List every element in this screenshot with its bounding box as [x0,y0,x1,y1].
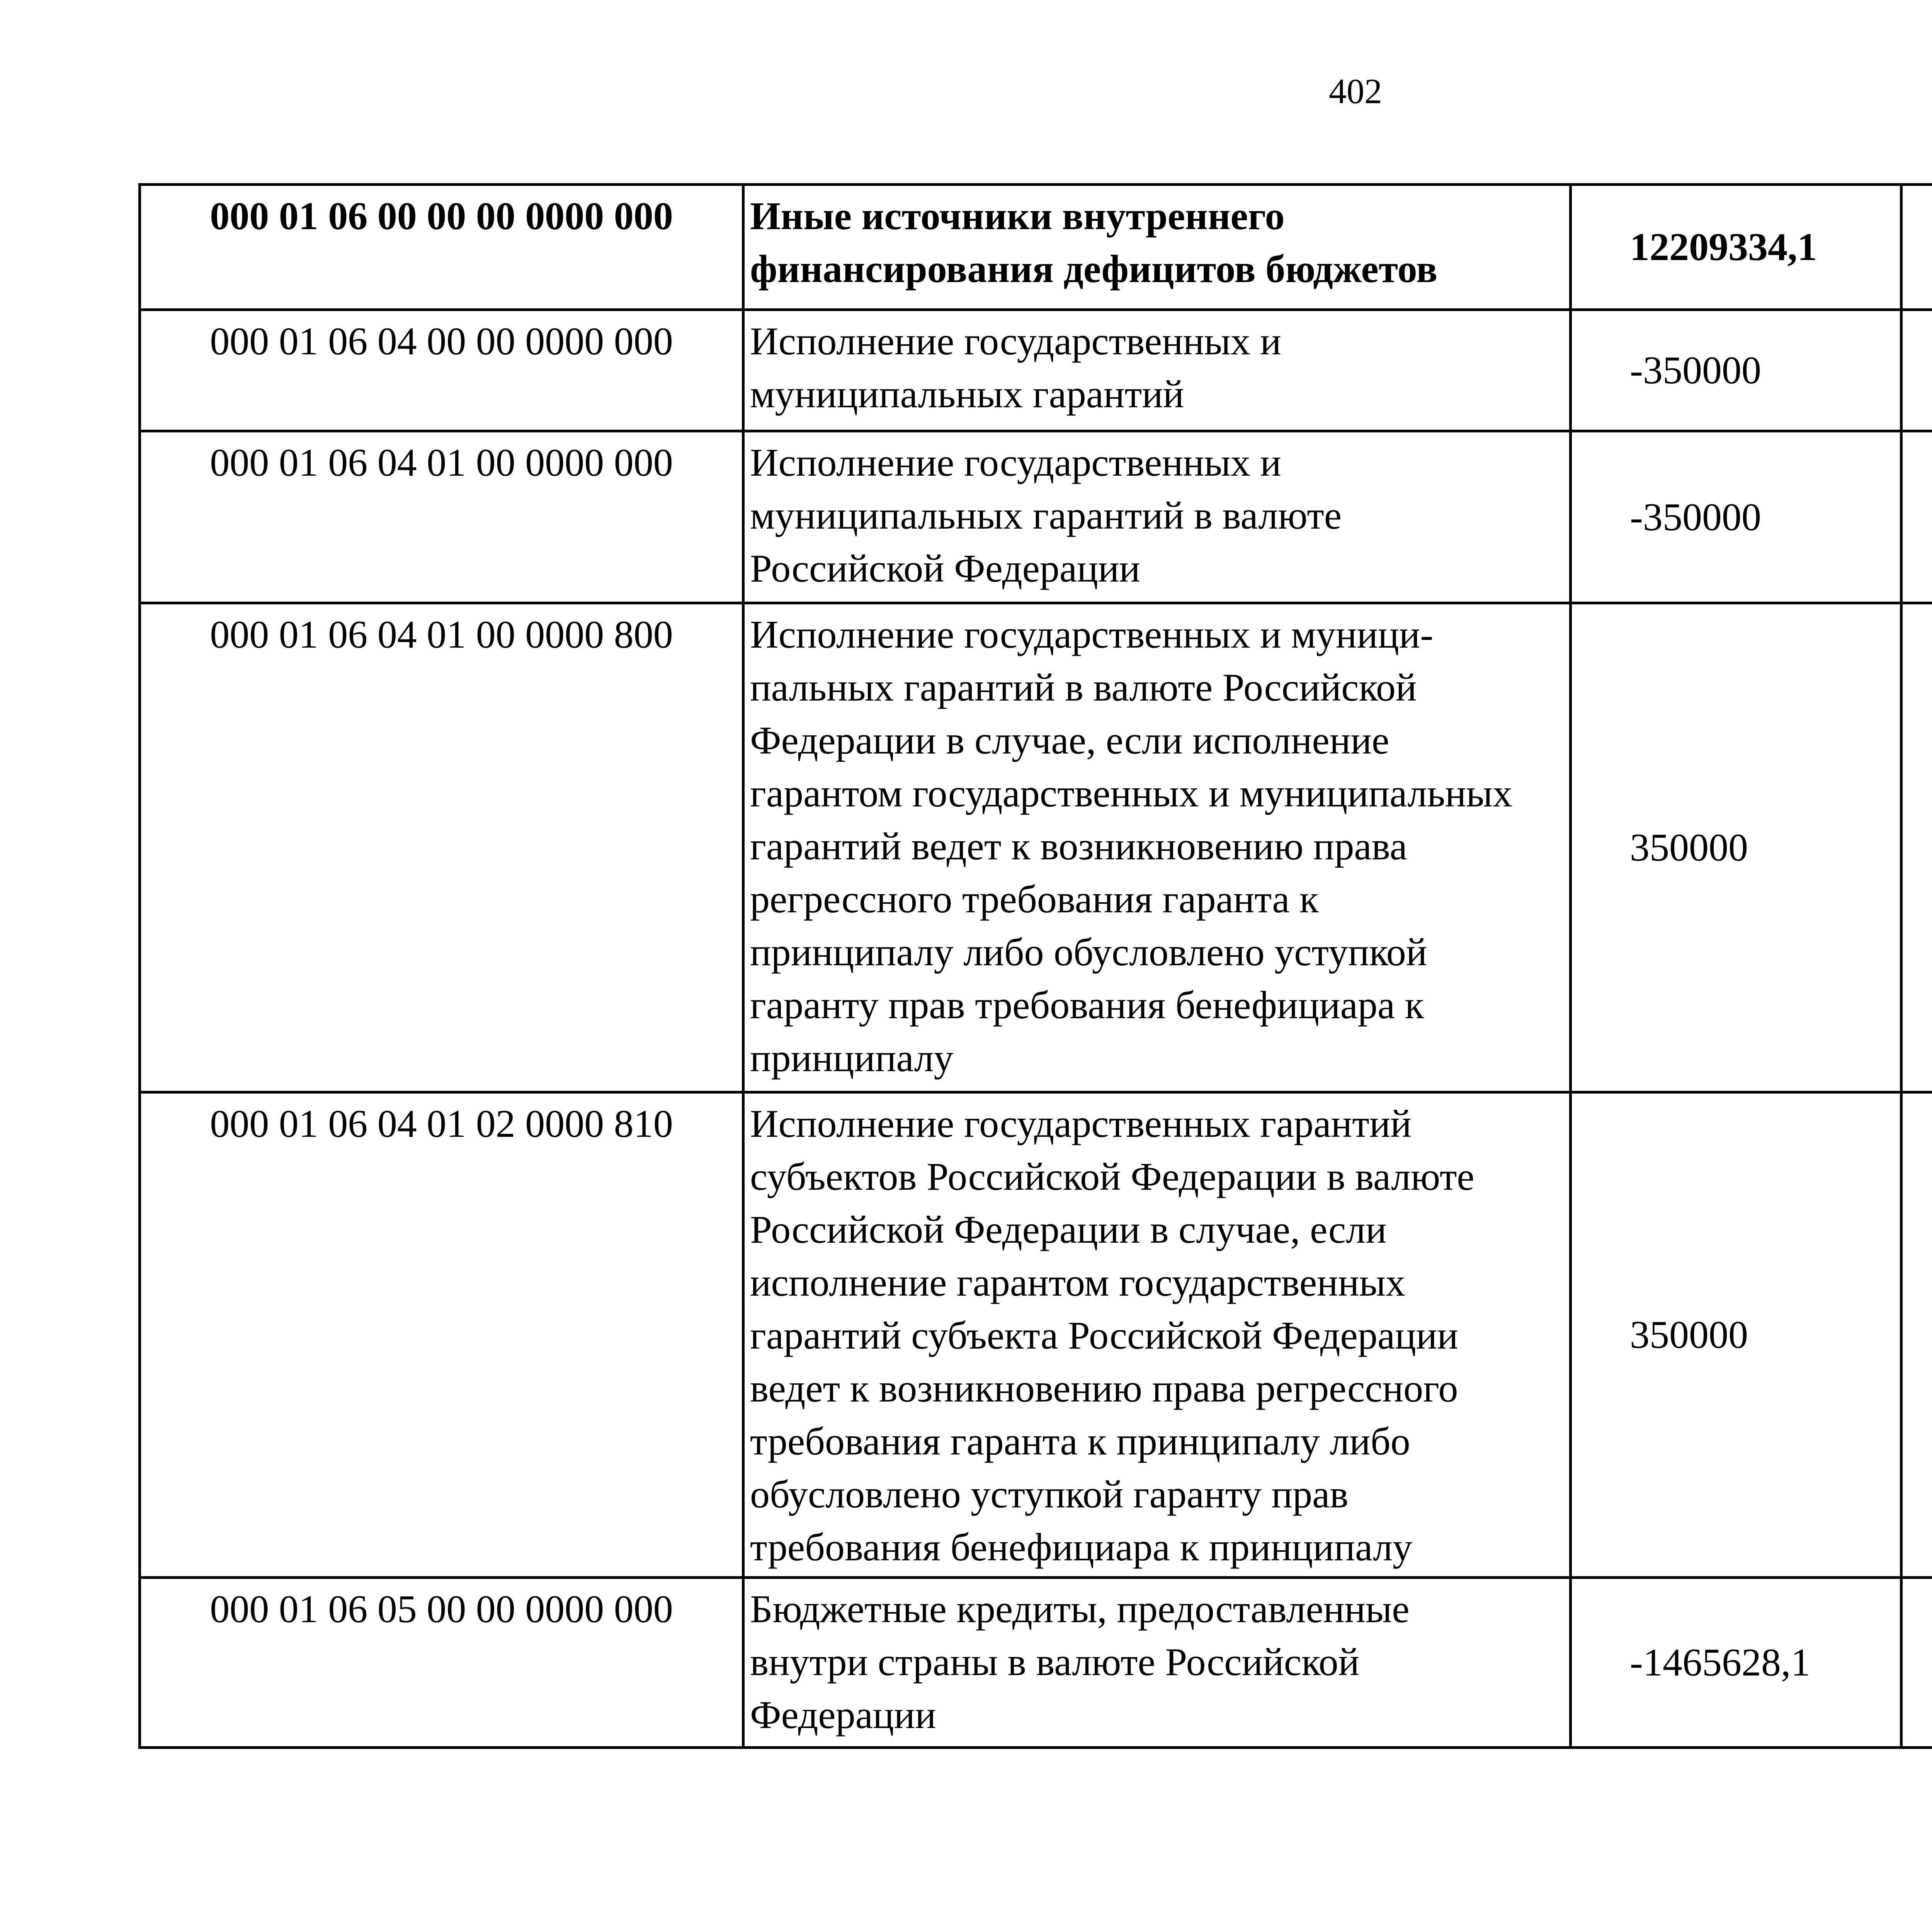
budget-code-cell: 000 01 06 04 00 00 0000 000 [140,310,743,431]
table-row [140,1578,1932,1748]
table-row [140,1092,1932,1578]
source-name-cell: Иные источники внутреннего финансирования дефицитов бюджетов [743,185,1571,310]
amount-year-1-cell: -350000 [1571,310,1901,431]
budget-sources-table [138,183,1932,1749]
amount-year-2-cell [1901,1578,1932,1748]
budget-code-cell: 000 01 06 00 00 00 0000 000 [140,185,743,310]
amount-year-1-cell: 350000 [1571,1092,1901,1578]
budget-code-cell: 000 01 06 05 00 00 0000 000 [140,1578,743,1748]
amount-year-1-cell: -350000 [1571,431,1901,603]
budget-code-cell: 000 01 06 04 01 00 0000 800 [140,603,743,1092]
source-name-cell: Бюджетные кредиты, предоставленные внутри страны в валюте Российской Федерации [743,1578,1571,1748]
amount-year-2-cell [1901,603,1932,1092]
source-name-cell: Исполнение государственных и муниципальных гарантий [743,310,1571,431]
table-row [140,185,1932,310]
budget-code-cell: 000 01 06 04 01 00 0000 000 [140,431,743,603]
budget-code-cell: 000 01 06 04 01 02 0000 810 [140,1092,743,1578]
amount-year-1-cell: 12209334,1 [1571,185,1901,310]
amount-year-2-cell [1901,310,1932,431]
source-name-cell: Исполнение государственных гарантий субъектов Российской Федерации в валюте Российской Федерации в случае, если исполнение гарантом государственных гарантий субъекта Российской Федерации ведет к возникновению права регрессного требования гаранта к принципалу либо обусловлено уступкой гаранту прав требования бенефициара к принципалу [743,1092,1571,1578]
table-row [140,310,1932,431]
source-name-cell: Исполнение государственных и муниципальных гарантий в валюте Российской Федерации [743,431,1571,603]
table-row [140,431,1932,603]
amount-year-2-cell [1901,431,1932,603]
page-number: 402 [1329,71,1382,111]
amount-year-1-cell: 350000 [1571,603,1901,1092]
source-name-cell: Исполнение государственных и муници- пальных гарантий в валюте Российской Федерации в случае, если исполнение гарантом государственных и муниципальных гарантий ведет к возникновению права регрессного требования гаранта к принципалу либо обусловлено уступкой гаранту прав требования бенефициара к принципалу [743,603,1571,1092]
amount-year-2-cell [1901,185,1932,310]
amount-year-1-cell: -1465628,1 [1571,1578,1901,1748]
amount-year-2-cell [1901,1092,1932,1578]
table-row [140,603,1932,1092]
